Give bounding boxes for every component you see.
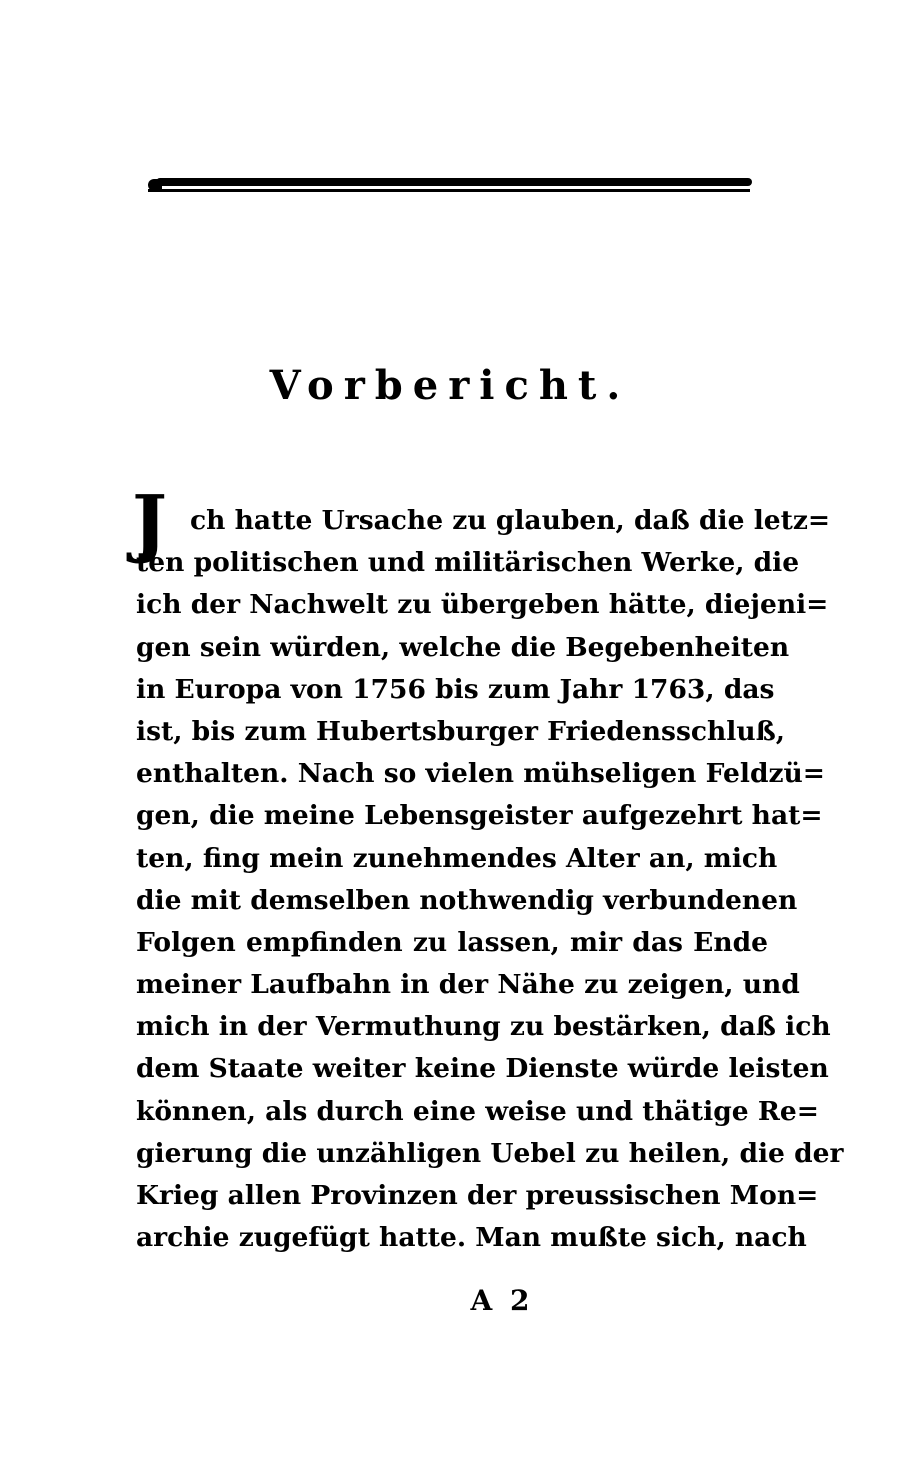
text-line: die mit demselben nothwendig verbundenen	[136, 884, 798, 916]
text-line: ten, fing mein zunehmendes Alter an, mich	[136, 842, 778, 874]
text-line: dem Staate weiter keine Dienste würde leisten	[136, 1053, 829, 1085]
text-line: gierung die unzähligen Uebel zu heilen, die der	[136, 1137, 844, 1169]
text-line: Krieg allen Provinzen der preussischen Mon=	[136, 1180, 819, 1211]
page-title: Vorbericht.	[269, 362, 631, 409]
text-line: enthalten. Nach so vielen mühseligen Feldzü=	[136, 758, 825, 790]
body-text	[132, 480, 844, 1259]
ornamental-rule	[148, 178, 752, 194]
text-line: ist, bis zum Hubertsburger Friedensschluß,	[136, 715, 785, 747]
text-line: meiner Laufbahn in der Nähe zu zeigen, und	[136, 969, 800, 1001]
text-line: ten politischen und militärischen Werke, die	[136, 547, 800, 579]
drop-cap: J	[132, 480, 168, 566]
text-line: können, als durch eine weise und thätige Re=	[136, 1095, 819, 1127]
text-line: gen, die meine Lebensgeister aufgezehrt hat=	[136, 800, 823, 832]
text-line: ich der Nachwelt zu übergeben hätte, diejeni=	[136, 589, 829, 621]
rule-thin-line	[148, 189, 750, 192]
signature-mark: A 2	[470, 1284, 530, 1317]
text-line: archie zugefügt hatte. Man mußte sich, nach	[136, 1222, 807, 1254]
rule-thick-line	[156, 178, 752, 186]
text-line: gen sein würden, welche die Begebenheiten	[136, 631, 790, 663]
text-line: Folgen empfinden zu lassen, mir das Ende	[136, 926, 768, 958]
text-line-content: ch hatte Ursache zu glauben, daß die letz=	[190, 505, 831, 536]
text-line: mich in der Vermuthung zu bestärken, daß ich	[136, 1011, 831, 1043]
text-line: in Europa von 1756 bis zum Jahr 1763, das	[136, 673, 775, 705]
